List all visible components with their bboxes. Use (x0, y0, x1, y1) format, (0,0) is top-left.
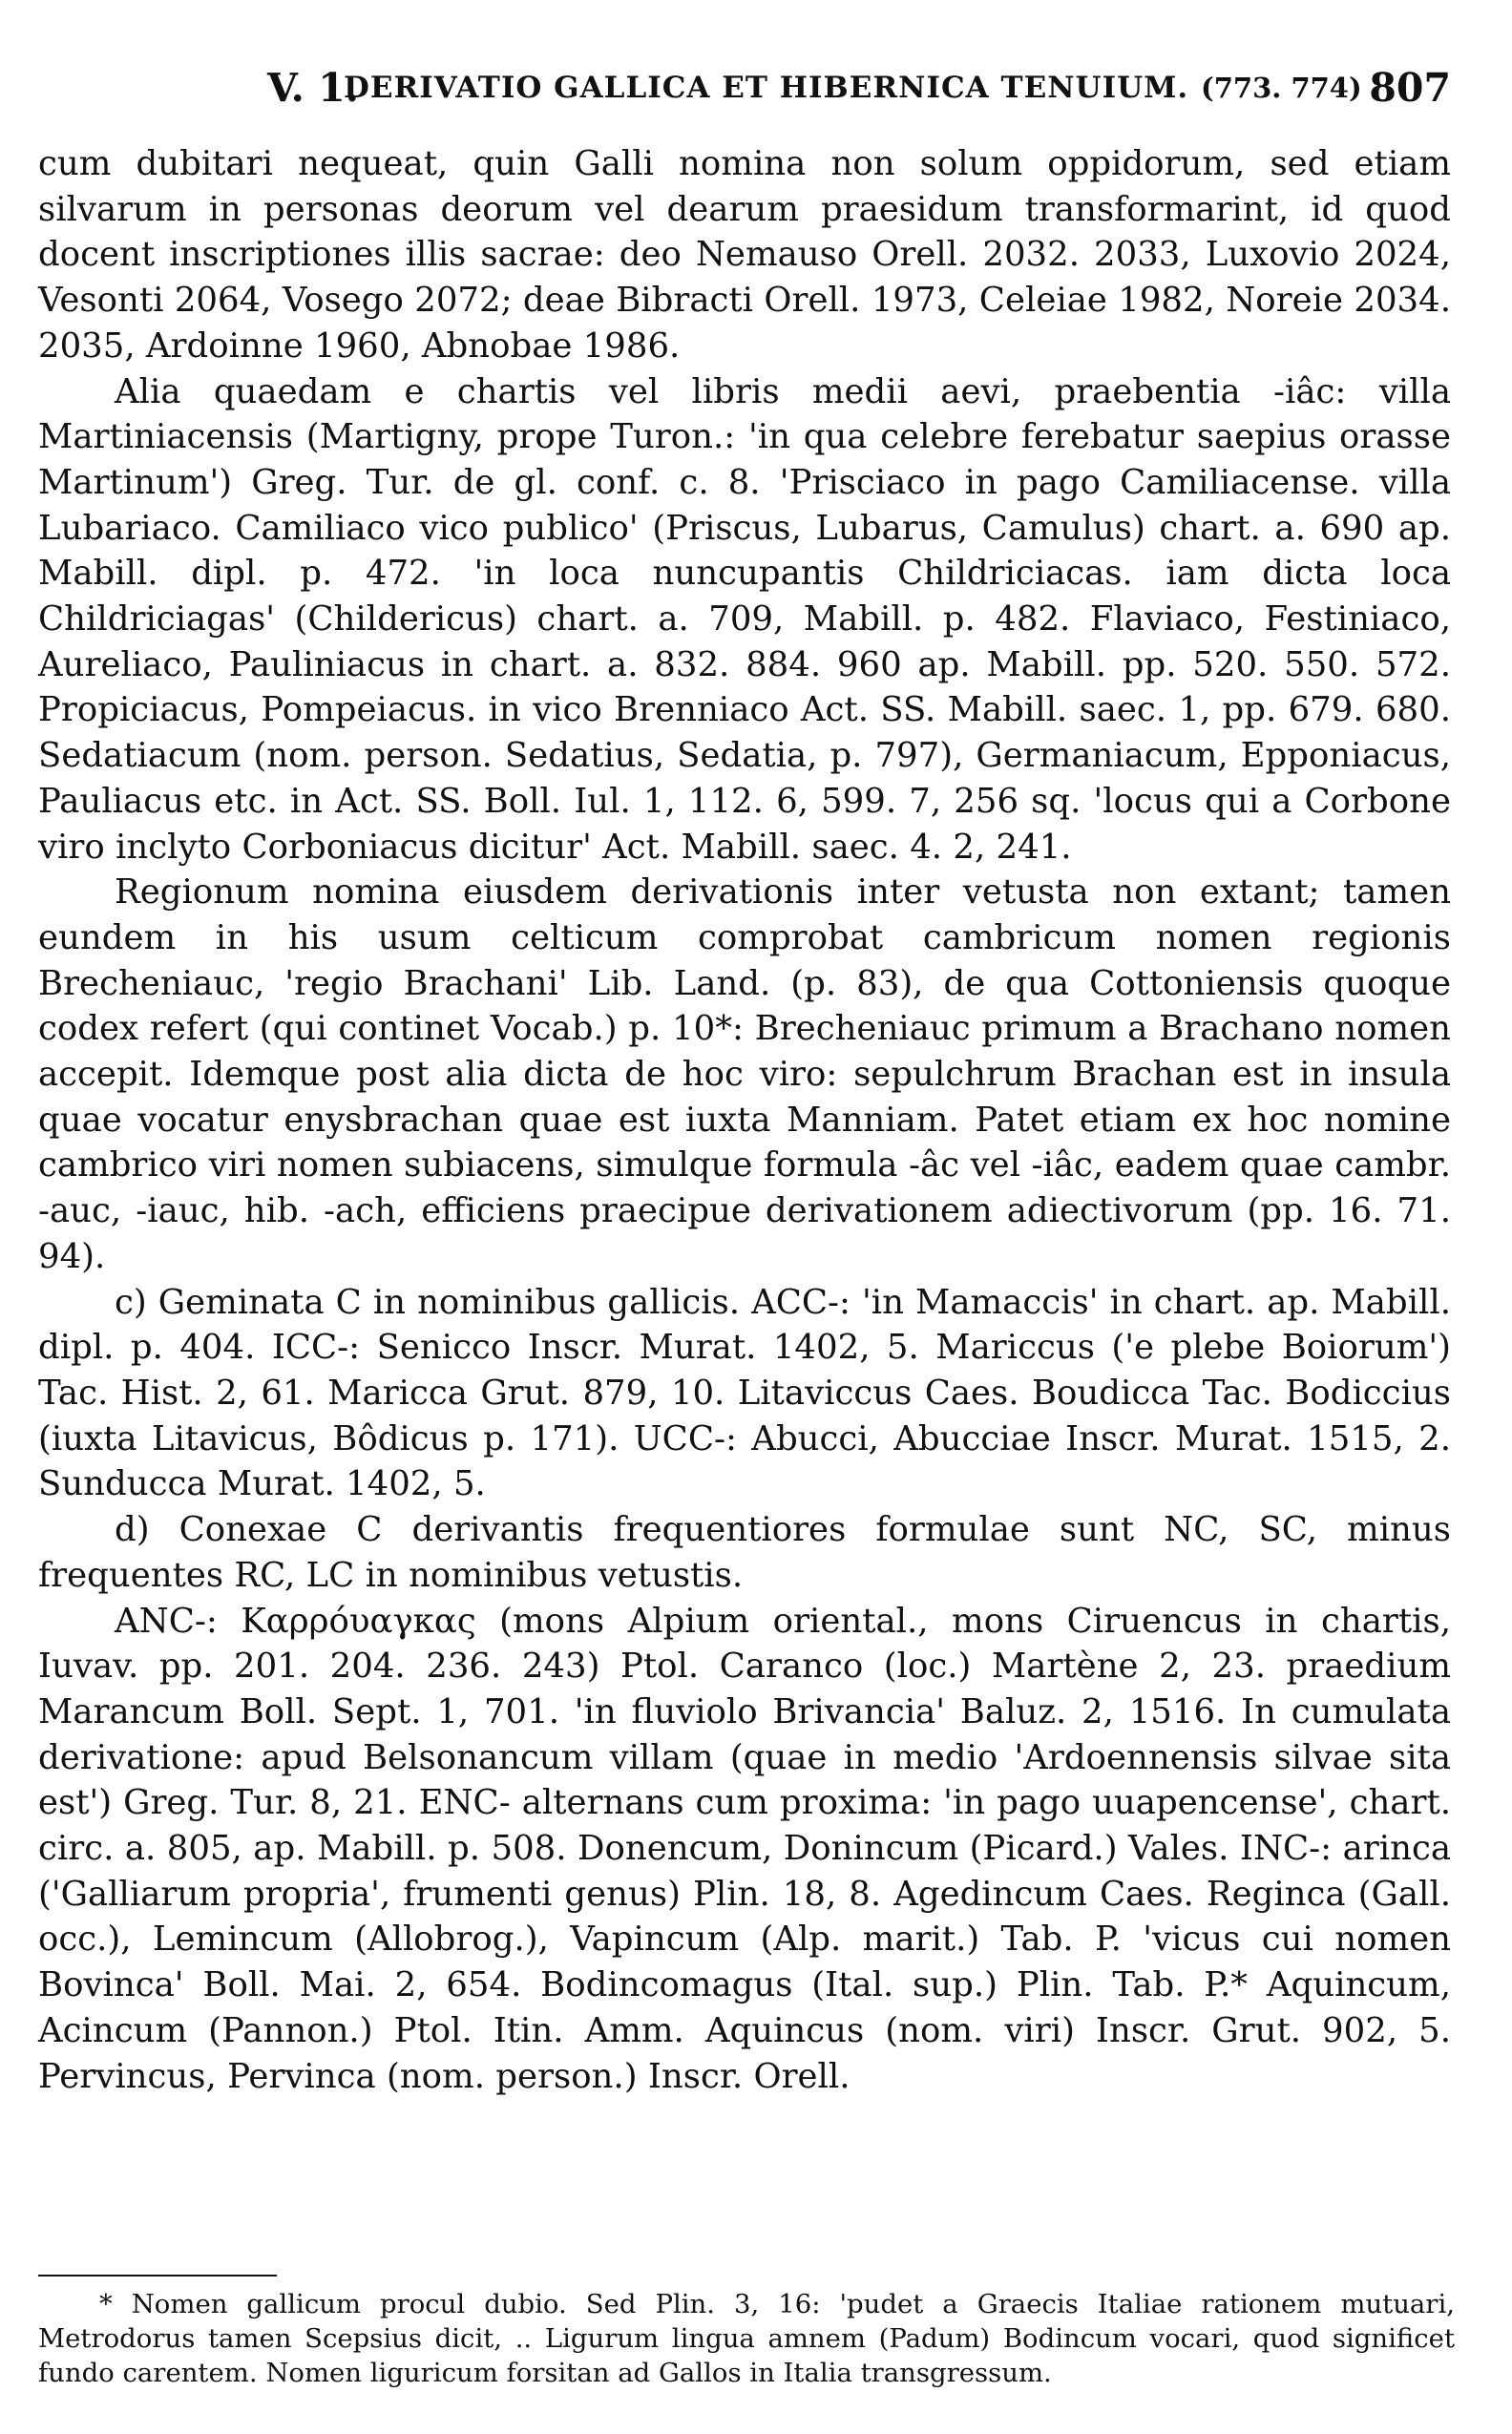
section-number: V. 1. (267, 65, 359, 111)
running-header (38, 59, 1470, 116)
paragraph-6: ANC-: Καρρόυαγκας (mons Alpium oriental., mons Ciruencus in chartis, Iuvav. pp. 201. 204. 236. 243) Ptol. Caranco (loc.) Martène 2, 23. praedium Marancum Boll. Sept. 1, 701. 'in fluviolo Brivancia' Baluz. 2, 1516. In cumulata derivatione: apud Belsonancum villam (quae in medio 'Ardoennensis silvae sita est') Greg. Tur. 8, 21. ENC- alternans cum proxima: 'in pago uuapencense', chart. circ. a. 805, ap. Mabill. p. 508. Donencum, Donincum (Picard.) Vales. INC-: arinca ('Galliarum propria', frumenti genus) Plin. 18, 8. Agedincum Caes. Reginca (Gall. occ.), Lemincum (Allobrog.), Vapincum (Alp. marit.) Tab. P. 'vicus cui nomen Bovinca' Boll. Mai. 2, 654. Bodincomagus (Ital. sup.) Plin. Tab. P.* Aquincum, Acincum (Pannon.) Ptol. Itin. Amm. Aquincus (nom. viri) Inscr. Grut. 902, 5. Pervincus, Pervinca (nom. person.) Inscr. Orell. (38, 1601, 1451, 2096)
page-number: 807 (1369, 65, 1451, 111)
running-title: DERIVATIO GALLICA ET HIBERNICA TENUIUM. (344, 71, 1189, 105)
paragraph-4: c) Geminata C in nominibus gallicis. ACC-: 'in Mamaccis' in chart. ap. Mabill. dipl. p. 404. ICC-: Senicco Inscr. Murat. 1402, 5. Mariccus ('e plebe Boiorum') Tac. Hist. 2, 61. Maricca Grut. 879, 10. Litaviccus Caes. Boudicca Tac. Bodiccius (iuxta Litavicus, Bôdicus p. 171). UCC-: Abucci, Abucciae Inscr. Murat. 1515, 2. Sunducca Murat. 1402, 5. (38, 1282, 1451, 1504)
original-page-range: (773. 774) (1201, 72, 1362, 104)
paragraph-3: Regionum nomina eiusdem derivationis inter vetusta non extant; tamen eundem in his usum celticum comprobat cambricum nomen regionis Brecheniauc, 'regio Brachani' Lib. Land. (p. 83), de qua Cottoniensis quoque codex refert (qui continet Vocab.) p. 10*: Brecheniauc primum a Brachano nomen accepit. Idemque post alia dicta de hoc viro: sepulchrum Brachan est in insula quae vocatur enysbrachan quae est iuxta Manniam. Patet etiam ex hoc nomine cambrico viri nomen subiacens, simulque formula -âc vel -iâc, eadem quae cambr. -auc, -iauc, hib. -ach, efficiens praecipue derivationem adiectivorum (pp. 16. 71. 94). (38, 872, 1451, 1276)
footnote-divider (38, 2275, 277, 2277)
footnote-text: * Nomen gallicum procul dubio. Sed Plin. 3, 16: 'pudet a Graecis Italiae rationem mutuari, Metrodorus tamen Scepsius dicit, .. Ligurum lingua amnem (Padum) Bodincum vocari, quod significet fundo carentem. Nomen liguricum forsitan ad Gallos in Italia transgressum. (38, 2289, 1455, 2388)
paragraph-2: Alia quaedam e chartis vel libris medii aevi, praebentia -iâc: villa Martiniacensis (Martigny, prope Turon.: 'in qua celebre ferebatur saepius orasse Martinum') Greg. Tur. de gl. conf. c. 8. 'Prisciaco in pago Camiliacense. villa Lubariaco. Camiliaco vico publico' (Priscus, Lubarus, Camulus) chart. a. 690 ap. Mabill. dipl. p. 472. 'in loca nuncupantis Childriciacas. iam dicta loca Childriciagas' (Childericus) chart. a. 709, Mabill. p. 482. Flaviaco, Festiniaco, Aureliaco, Pauliniacus in chart. a. 832. 884. 960 ap. Mabill. pp. 520. 550. 572. Propiciacus, Pompeiacus. in vico Brenniaco Act. SS. Mabill. saec. 1, pp. 679. 680. Sedatiacum (nom. person. Sedatius, Sedatia, p. 797), Germaniacum, Epponiacus, Pauliacus etc. in Act. SS. Boll. Iul. 1, 112. 6, 599. 7, 256 sq. 'locus qui a Corbone viro inclyto Corboniacus dicitur' Act. Mabill. saec. 4. 2, 241. (38, 371, 1451, 867)
paragraph-5: d) Conexae C derivantis frequentiores formulae sunt NC, SC, minus frequentes RC, LC in nominibus vetustis. (38, 1510, 1451, 1595)
main-text (38, 141, 1451, 2099)
footnote (38, 2287, 1455, 2390)
paragraph-1: cum dubitari nequeat, quin Galli nomina non solum oppidorum, sed etiam silvarum in personas deorum vel dearum praesidum transformarint, id quod docent inscriptiones illis sacrae: deo Nemauso Orell. 2032. 2033, Luxovio 2024, Vesonti 2064, Vosego 2072; deae Bibracti Orell. 1973, Celeiae 1982, Noreie 2034. 2035, Ardoinne 1960, Abnobae 1986. (38, 144, 1451, 366)
